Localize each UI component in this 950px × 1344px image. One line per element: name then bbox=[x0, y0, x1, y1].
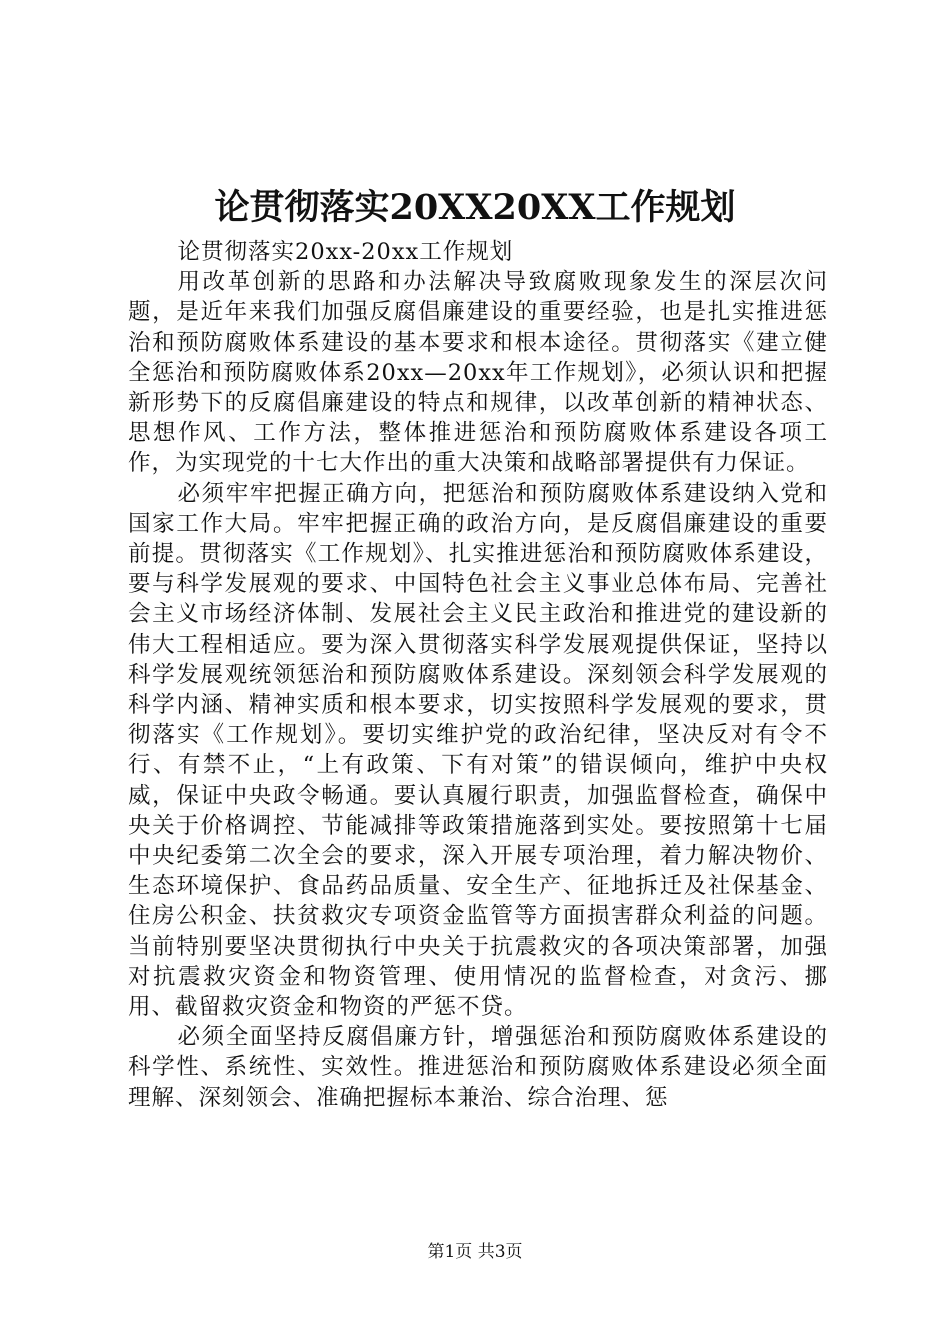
document-body bbox=[128, 237, 828, 1113]
body-paragraph: 必须牢牢把握正确方向，把惩治和预防腐败体系建设纳入党和国家工作大局。牢牢把握正确的政治方向，是反腐倡廉建设的重要前提。贯彻落实《工作规划》、扎实推进惩治和预防腐败体系建设，要与科学发展观的要求、中国特色社会主义事业总体布局、完善社会主义市场经济体制、发展社会主义民主政治和推进党的建设新的伟大工程相适应。要为深入贯彻落实科学发展观提供保证，坚持以科学发展观统领惩治和预防腐败体系建设。深刻领会科学发展观的科学内涵、精神实质和根本要求，切实按照科学发展观的要求，贯彻落实《工作规划》。要切实维护党的政治纪律，坚决反对有令不行、有禁不止，“上有政策、下有对策”的错误倾向，维护中央权威，保证中央政令畅通。要认真履行职责，加强监督检查，确保中央关于价格调控、节能减排等政策措施落到实处。要按照第十七届中央纪委第二次全会的要求，深入开展专项治理，着力解决物价、生态环境保护、食品药品质量、安全生产、征地拆迁及社保基金、住房公积金、扶贫救灾专项资金监管等方面损害群众利益的问题。当前特别要坚决贯彻执行中央关于抗震救灾的各项决策部署，加强对抗震救灾资金和物资管理、使用情况的监督检查，对贪污、挪用、截留救灾资金和物资的严惩不贷。 bbox=[128, 480, 828, 1021]
body-paragraph: 必须全面坚持反腐倡廉方针，增强惩治和预防腐败体系建设的科学性、系统性、实效性。推进惩治和预防腐败体系建设必须全面理解、深刻领会、准确把握标本兼治、综合治理、惩 bbox=[128, 1024, 828, 1111]
subtitle-paragraph: 论贯彻落实20xx-20xx工作规划 bbox=[177, 239, 514, 265]
document-title: 论贯彻落实20XX20XX工作规划 bbox=[214, 187, 736, 228]
body-paragraph: 用改革创新的思路和办法解决导致腐败现象发生的深层次问题，是近年来我们加强反腐倡廉建设的重要经验，也是扎实推进惩治和预防腐败体系建设的基本要求和根本途径。贯彻落实《建立健全惩治和预防腐败体系20xx—20xx年工作规划》，必须认识和把握新形势下的反腐倡廉建设的特点和规律，以改革创新的精神状态、思想作风、工作方法，整体推进惩治和预防腐败体系建设各项工作，为实现党的十七大作出的重大决策和战略部署提供有力保证。 bbox=[128, 269, 828, 477]
page-footer: 第1页 共3页 bbox=[427, 1242, 523, 1262]
